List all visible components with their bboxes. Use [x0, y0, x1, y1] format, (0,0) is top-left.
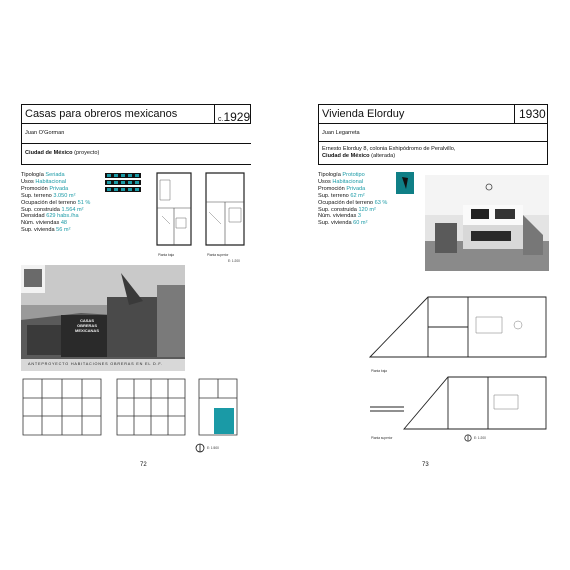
- spec-row: Sup. construida 1.564 m²: [21, 206, 84, 213]
- left-scale-top: E: 1:200: [228, 259, 240, 263]
- left-plan-label-upper: Planta superior: [207, 253, 229, 257]
- right-year-divider: [514, 104, 515, 124]
- left-title: Casas para obreros mexicanos: [25, 108, 178, 120]
- building-photo: [425, 175, 549, 271]
- left-year-value: 1929: [223, 110, 251, 124]
- right-scale: E: 1:200: [474, 436, 486, 440]
- right-floor-plan-upper: [368, 375, 548, 431]
- right-location-city: Ciudad de México: [322, 153, 370, 159]
- left-floor-plan-upper: [205, 172, 245, 246]
- left-year-divider: [214, 104, 215, 124]
- right-address: Ernesto Elorduy 8, colonia Exhipódromo de Peralvillo,: [322, 146, 456, 152]
- left-year: [218, 108, 250, 126]
- spec-row: Usos Habitacional: [318, 178, 364, 185]
- site-plan-icon: [104, 172, 142, 194]
- right-page-number: 73: [422, 462, 429, 468]
- right-architect: Juan Legarreta: [322, 130, 360, 136]
- left-location: [25, 150, 99, 156]
- right-rule-left: [318, 124, 319, 164]
- spec-row: Sup. vivienda 60 m²: [318, 220, 368, 227]
- left-location-city: Ciudad de México: [25, 150, 73, 156]
- spec-row: Densidad 629 habs./ha: [21, 213, 79, 220]
- left-scale-bottom: E: 1:500: [207, 446, 219, 450]
- right-rule-3: [318, 164, 548, 165]
- photo-sign: CASAS OBRERAS MEXICANAS: [74, 318, 99, 333]
- left-rule-1: [21, 124, 22, 164]
- spec-row: Sup. construida 120 m²: [318, 206, 376, 213]
- right-title: Vivienda Elorduy: [322, 108, 405, 120]
- right-north-arrow-icon: [464, 434, 472, 442]
- spec-row: Núm. viviendas 3: [318, 213, 361, 220]
- left-year-prefix: c.: [218, 116, 224, 123]
- site-key-icon: [396, 172, 414, 194]
- right-plan-label-upper: Planta superior: [371, 436, 393, 440]
- photo-caption: ANTEPROYECTO HABITACIONES OBRERAS EN EL D.F.: [28, 362, 163, 366]
- left-plan-label-ground: Planta baja: [158, 253, 174, 257]
- left-rule-2: [21, 143, 251, 144]
- left-page-number: 72: [140, 462, 147, 468]
- north-arrow-icon: [195, 443, 205, 453]
- spec-row: Ocupación del terreno 63 %: [318, 199, 388, 206]
- right-floor-plan-ground: [368, 295, 548, 359]
- spec-row: Promoción Privada: [21, 185, 69, 192]
- spec-row: Sup. vivienda 56 m²: [21, 227, 71, 234]
- left-location-note: (proyecto): [74, 150, 100, 156]
- right-plan-label-ground: Planta baja: [371, 369, 387, 373]
- spec-row: Núm. viviendas 48: [21, 220, 68, 227]
- right-location-note: (alterada): [371, 153, 396, 159]
- spec-row: Usos Habitacional: [21, 178, 67, 185]
- block-plan-a: [22, 378, 102, 436]
- block-plan-c: [198, 378, 238, 436]
- spec-row: Sup. terreno 3.050 m²: [21, 192, 76, 199]
- right-year: 1930: [519, 107, 546, 121]
- spec-row: Sup. terreno 62 m²: [318, 192, 365, 199]
- right-rule-right: [547, 124, 548, 164]
- spec-row: Tipología Seriada: [21, 172, 65, 178]
- right-rule-2: [318, 141, 548, 142]
- spec-row: Tipología Prototipo: [318, 172, 365, 178]
- block-plan-b: [116, 378, 186, 436]
- left-rule-3: [21, 164, 251, 165]
- spec-row: Promoción Privada: [318, 185, 366, 192]
- left-floor-plan-ground: [156, 172, 192, 246]
- right-location: [322, 153, 395, 159]
- left-architect: Juan O'Gorman: [25, 130, 65, 136]
- spec-row: Ocupación del terreno 51 %: [21, 199, 91, 206]
